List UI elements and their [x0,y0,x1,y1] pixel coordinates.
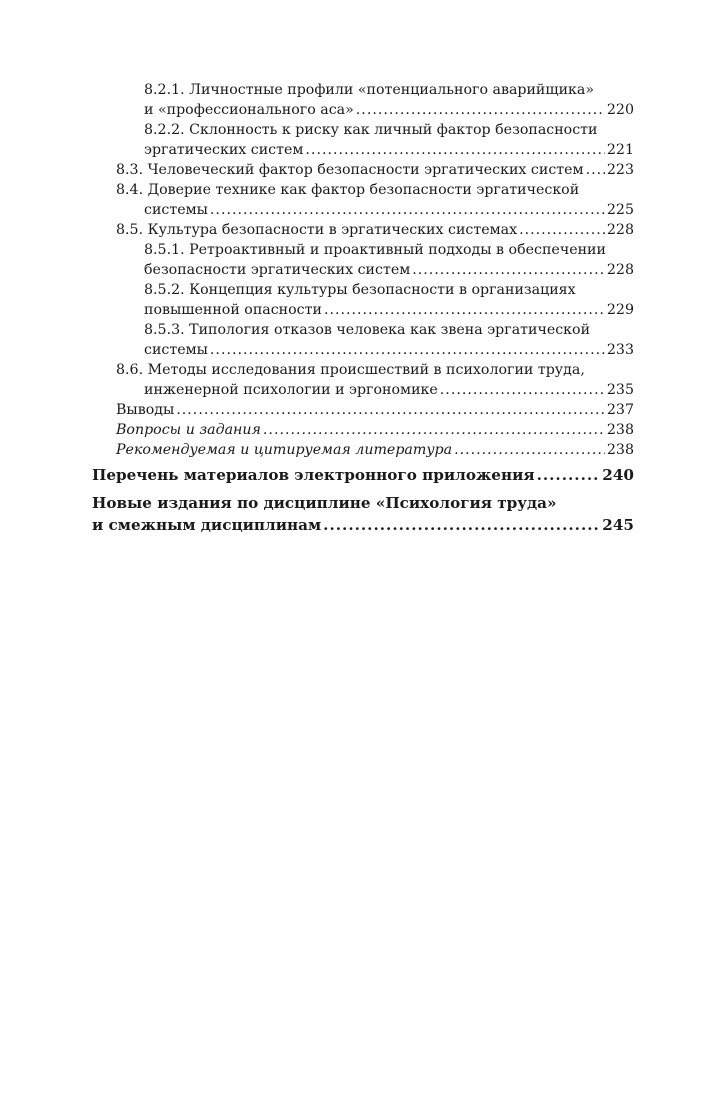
toc-entry-title-cont: безопасности эргатических систем [144,262,411,278]
toc-entry-title: Перечень материалов электронного приложения [92,466,535,484]
toc-entry-title-cont: и «профессионального аса» [144,102,354,118]
toc-entry-title-cont: и смежным дисциплинам [92,516,322,534]
toc-entry-8-4[interactable] [0,180,726,220]
toc-entry-title: 8.6. Методы исследования происшествий в психологии труда, [116,362,585,378]
table-of-contents [0,80,726,536]
toc-entry-title-cont: повышенной опасности [144,302,322,318]
toc-page-number: 220 [606,102,634,118]
toc-page-number: 237 [606,402,634,418]
dot-leader [210,200,605,220]
toc-page-number: 229 [606,302,634,318]
dot-leader [324,300,605,320]
toc-page-number: 245 [602,516,634,534]
toc-entry-title: 8.5.1. Ретроактивный и проактивный подходы в обеспечении [144,242,606,258]
dot-leader [263,420,605,440]
dot-leader [519,220,605,240]
dot-leader [356,100,605,120]
toc-entry-8-5-1[interactable] [0,240,726,280]
toc-entry-8-2-1[interactable] [0,80,726,120]
toc-entry-title: 8.5. Культура безопасности в эргатических системах [116,222,518,238]
toc-page-number: 233 [606,342,634,358]
dot-leader [586,160,605,180]
toc-page-number: 223 [606,162,634,178]
toc-entry-title: Рекомендуемая и цитируемая литература [116,442,453,458]
toc-entry-title-cont: эргатических систем [144,142,304,158]
toc-page-number: 238 [606,442,634,458]
toc-page-number: 240 [602,466,634,484]
toc-entry-title: Выводы [116,402,175,418]
toc-entry-title: 8.5.3. Типология отказов человека как звена эргатической [144,322,591,338]
dot-leader [537,464,601,486]
toc-entry-title-cont: системы [144,342,208,358]
dot-leader [440,380,605,400]
dot-leader [176,400,605,420]
toc-entry-conclusions[interactable] [0,400,726,420]
toc-entry-materials[interactable] [0,464,726,486]
toc-entry-title-cont: инженерной психологии и эргономике [144,382,438,398]
toc-entry-8-6[interactable] [0,360,726,400]
dot-leader [412,260,605,280]
toc-entry-literature[interactable] [0,440,726,460]
toc-page-number: 238 [606,422,634,438]
toc-entry-title: 8.5.2. Концепция культуры безопасности в организациях [144,282,576,298]
toc-entry-8-5-2[interactable] [0,280,726,320]
toc-entry-8-5-3[interactable] [0,320,726,360]
toc-page-number: 235 [606,382,634,398]
toc-entry-title: 8.2.2. Склонность к риску как личный фактор безопасности [144,122,598,138]
toc-entry-8-2-2[interactable] [0,120,726,160]
dot-leader [323,514,600,536]
dot-leader [210,340,605,360]
toc-entry-questions[interactable] [0,420,726,440]
toc-entry-8-3[interactable] [0,160,726,180]
toc-page-number: 225 [606,202,634,218]
toc-entry-new-editions[interactable] [0,492,726,536]
toc-entry-title: 8.3. Человеческий фактор безопасности эргатических систем [116,162,584,178]
dot-leader [305,140,604,160]
toc-entry-title: Вопросы и задания [116,422,261,438]
toc-page-number: 221 [606,142,634,158]
dot-leader [454,440,605,460]
toc-entry-title: Новые издания по дисциплине «Психология труда» [92,494,557,512]
toc-page-number: 228 [606,222,634,238]
toc-entry-title: 8.2.1. Личностные профили «потенциального аварийщика» [144,82,595,98]
toc-entry-8-5[interactable] [0,220,726,240]
toc-page-number: 228 [606,262,634,278]
toc-entry-title-cont: системы [144,202,208,218]
toc-entry-title: 8.4. Доверие технике как фактор безопасности эргатической [116,182,580,198]
